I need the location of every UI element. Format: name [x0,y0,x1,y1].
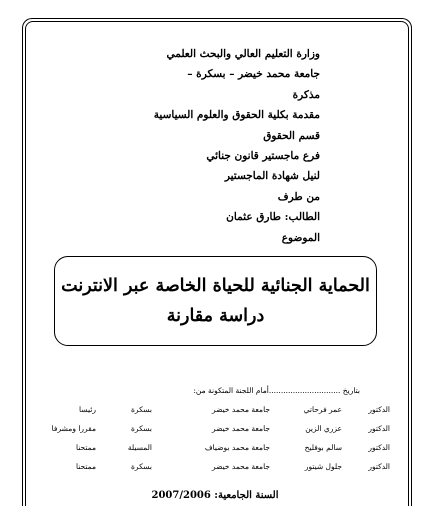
member-role: ممتحنا [75,462,96,471]
member-role: رئيسا [79,405,96,414]
subject-label: الموضوع [281,231,320,244]
student-line: الطالب: طارق عثمان [226,211,320,224]
document-type: مذكرة [292,88,320,101]
thesis-title-box [54,256,377,346]
committee-member-row [40,419,390,438]
member-city: بسكرة [131,462,152,471]
member-name: عزري الزين [305,424,342,433]
committee-block [40,381,390,476]
member-role: مقررا ومشرفا [51,424,96,433]
academic-year: السنة الجامعية: 2007/2006 [151,490,279,501]
member-city: بسكرة [131,424,152,433]
thesis-title: الحماية الجنائية للحياة الخاصة عبر الانترنت [61,276,370,296]
branch-line: فرع ماجستير قانون جنائي [206,150,320,163]
member-city: المسيلة [127,443,152,452]
member-university: جامعة محمد خيضر [211,424,270,433]
university-name: جامعة محمد خيضر – بسكرة – [187,68,320,81]
member-name: جلول شيتور [304,462,342,471]
member-university: جامعة محمد بوضياف [204,443,270,452]
ministry-name: وزارة التعليم العالي والبحث العلمي [166,48,320,60]
committee-intro: بتاريخ ..............................أمام اللجنة المتكونة من: [193,386,360,395]
member-title: الدكتور [368,443,390,452]
member-title: الدكتور [368,405,390,414]
member-title: الدكتور [368,424,390,433]
committee-member-row [40,457,390,476]
member-university: جامعة محمد خيضر [211,405,270,414]
by-line: من طرف [277,190,320,203]
member-city: بسكرة [131,405,152,414]
committee-member-row [40,400,390,419]
thesis-subtitle: دراسة مقارنة [166,306,265,326]
header-block [70,44,320,248]
degree-line: لنيل شهادة الماجستير [224,170,320,183]
department-line: قسم الحقوق [263,129,320,142]
committee-member-row [40,438,390,457]
member-name: عمر فرحاتي [303,405,342,414]
member-role: ممتحنا [75,443,96,452]
faculty-line: مقدمة بكلية الحقوق والعلوم السياسية [153,109,320,122]
member-name: سالم بوفليح [304,443,342,452]
member-university: جامعة محمد خيضر [211,462,270,471]
member-title: الدكتور [368,462,390,471]
